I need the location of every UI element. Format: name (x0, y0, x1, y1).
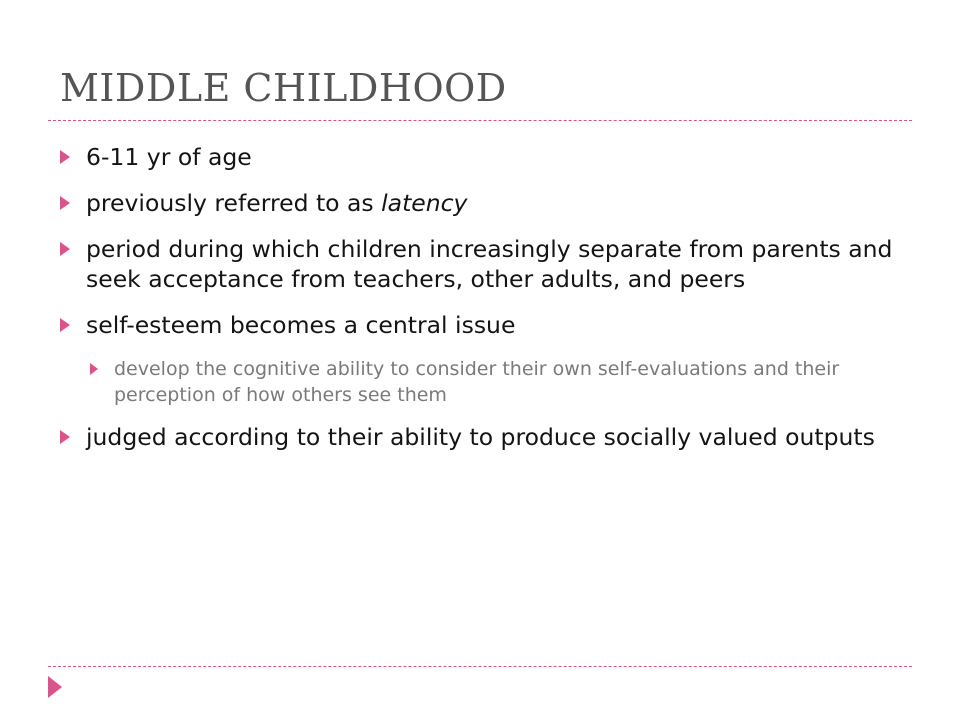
triangle-right-icon (48, 676, 62, 698)
bullet-item (60, 142, 912, 172)
footer-divider (48, 666, 912, 667)
bullet-text: self-esteem becomes a central issue (86, 311, 516, 339)
bullet-text-prefix: previously referred to as (86, 189, 382, 217)
triangle-right-icon (60, 310, 86, 340)
bullet-text: judged according to their ability to produce socially valued outputs (86, 423, 875, 451)
title-divider (48, 120, 912, 121)
slide-title: MIDDLE CHILDHOOD (60, 66, 507, 110)
bullet-item (60, 188, 912, 218)
bullet-list (60, 142, 912, 468)
bullet-item (60, 422, 912, 452)
bullet-text: period during which children increasingly separate from parents and seek acceptance from teachers, other adults, and peers (86, 235, 893, 293)
triangle-right-icon (60, 188, 86, 218)
triangle-right-icon (60, 422, 86, 452)
bullet-text-emphasis: latency (381, 189, 468, 217)
bullet-item (60, 234, 912, 294)
bullet-text: 6-11 yr of age (86, 143, 252, 171)
triangle-right-icon (60, 234, 86, 264)
triangle-right-icon (60, 142, 86, 172)
bullet-text (86, 188, 467, 218)
triangle-right-icon (90, 356, 114, 382)
sub-bullet-text: develop the cognitive ability to consider their own self-evaluations and their perception of how others see them (114, 358, 840, 406)
sub-bullet-item (90, 356, 912, 408)
bullet-item (60, 310, 912, 340)
